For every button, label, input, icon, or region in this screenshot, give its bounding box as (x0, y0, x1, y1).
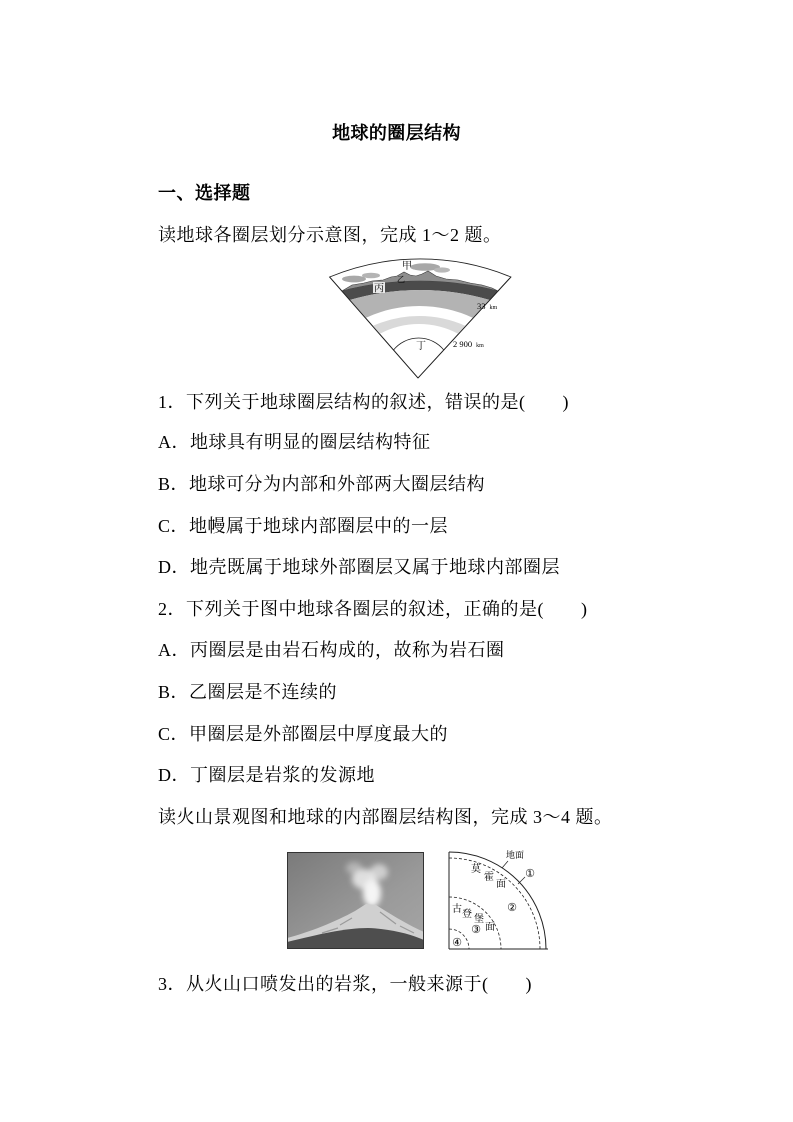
depth-unit: km (489, 305, 498, 311)
page-title: 地球的圈层结构 (332, 123, 461, 143)
surface-label: 地面 (505, 850, 525, 860)
moho-label-char: 莫 (471, 864, 481, 875)
depth-label-2900km (453, 334, 484, 351)
label-yi: 乙 (397, 275, 405, 284)
question-1-option-a: A．地球具有明显的圈层结构特征 (158, 432, 431, 452)
layer-1-leader-line (518, 877, 525, 884)
gutenberg-label-char: 古 (452, 904, 462, 915)
label-bing: 丙 (374, 283, 384, 295)
intro-text-1: 读地球各圈层划分示意图，完成 1～2 题。 (158, 225, 502, 245)
moho-label-char: 面 (496, 879, 506, 890)
question-2-option-b: B．乙圈层是不连续的 (158, 682, 338, 702)
depth-value: 33 (477, 301, 486, 311)
question-1-stem: 1．下列关于地球圈层结构的叙述，错误的是( ) (158, 392, 569, 412)
earth-spheres-fan-diagram (320, 245, 520, 385)
layer-number-2: ② (507, 902, 517, 914)
surface-arc (449, 852, 546, 949)
layer-number-1: ① (525, 868, 535, 880)
section-heading: 一、选择题 (158, 183, 251, 203)
surface-leader-line (502, 861, 508, 868)
question-2-stem: 2．下列关于图中地球各圈层的叙述，正确的是( ) (158, 599, 588, 619)
gutenberg-label-char: 面 (485, 922, 495, 933)
cloud (342, 276, 366, 283)
label-ding: 丁 (416, 341, 426, 352)
layer-number-3: ③ (471, 924, 481, 936)
depth-value: 2 900 (453, 339, 473, 349)
question-2-option-a: A．丙圈层是由岩石构成的，故称为岩石圈 (158, 640, 505, 660)
volcano-photo (287, 852, 425, 950)
layer-number-4: ④ (452, 937, 462, 949)
cloud (434, 267, 450, 272)
label-jia: 甲 (402, 261, 412, 272)
question-1-option-b: B．地球可分为内部和外部两大圈层结构 (158, 474, 486, 494)
question-2-option-d: D．丁圈层是岩浆的发源地 (158, 765, 375, 785)
gutenberg-label-char: 堡 (474, 914, 484, 925)
question-2-option-c: C．甲圈层是外部圈层中厚度最大的 (158, 724, 449, 744)
depth-unit: km (476, 343, 484, 349)
earth-interior-diagram (445, 848, 553, 952)
question-1-option-c: C．地幔属于地球内部圈层中的一层 (158, 516, 449, 536)
question-3-stem: 3．从火山口喷发出的岩浆，一般来源于( ) (158, 974, 532, 994)
cloud (362, 273, 380, 279)
gutenberg-label-char: 登 (462, 909, 472, 920)
question-1-option-d: D．地壳既属于地球外部圈层又属于地球内部圈层 (158, 557, 560, 577)
moho-label-char: 霍 (484, 872, 494, 883)
intro-text-2: 读火山景观图和地球的内部圈层结构图，完成 3～4 题。 (158, 807, 613, 827)
